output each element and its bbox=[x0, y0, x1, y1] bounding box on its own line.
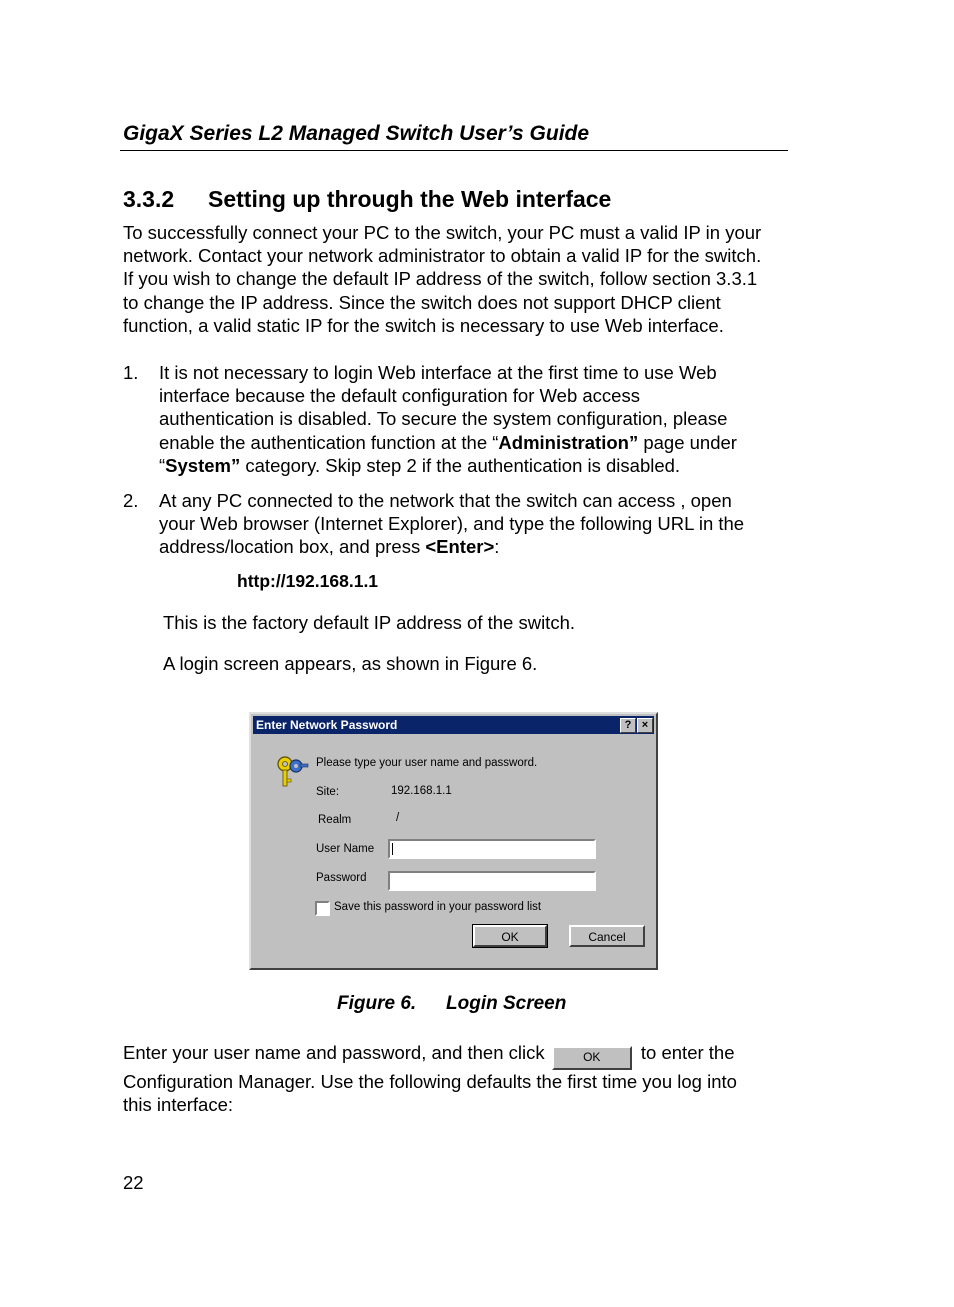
intro-paragraph bbox=[123, 221, 793, 337]
closing-text: Enter your user name and password, and then click bbox=[123, 1042, 545, 1063]
step-text: enable the authentication function at the “ bbox=[159, 431, 499, 453]
intro-line: network. Contact your network administrator to obtain a valid IP for the switch. bbox=[123, 245, 762, 267]
intro-line: To successfully connect your PC to the switch, your PC must a valid IP in your bbox=[123, 222, 762, 243]
realm-value: / bbox=[396, 812, 400, 824]
step-line bbox=[159, 535, 744, 558]
step-line: At any PC connected to the network that the switch can access , open bbox=[159, 490, 732, 511]
realm-label: Realm bbox=[318, 814, 352, 826]
save-password-label: Save this password in your password list bbox=[334, 901, 542, 913]
default-url: http://192.168.1.1 bbox=[237, 571, 379, 591]
header-rule bbox=[120, 150, 788, 151]
closing-paragraph bbox=[123, 1041, 803, 1116]
step-text: page under bbox=[638, 431, 737, 453]
section-title: Setting up through the Web interface bbox=[208, 186, 612, 212]
step-text: category. Skip step 2 if the authentication is disabled. bbox=[240, 454, 681, 476]
page-number: 22 bbox=[123, 1172, 144, 1193]
figure-caption bbox=[337, 993, 566, 1015]
closing-line: this interface: bbox=[123, 1094, 234, 1116]
inline-ok-button: OK bbox=[552, 1046, 632, 1070]
intro-line: function, a valid static IP for the switch is necessary to use Web interface. bbox=[123, 314, 724, 336]
cancel-button[interactable]: Cancel bbox=[569, 925, 645, 947]
step-line: It is not necessary to login Web interface at the first time to use Web bbox=[159, 362, 717, 383]
system-term: System” bbox=[165, 454, 241, 476]
step-number: 2. bbox=[123, 490, 139, 511]
site-value: 192.168.1.1 bbox=[391, 785, 452, 797]
password-label: Password bbox=[316, 872, 367, 884]
running-header: GigaX Series L2 Managed Switch User’s Guide bbox=[123, 122, 590, 145]
dialog-titlebar bbox=[253, 716, 654, 734]
section-heading bbox=[123, 186, 611, 213]
figure-title: Login Screen bbox=[446, 993, 567, 1014]
step-line bbox=[159, 431, 737, 454]
ok-button[interactable]: OK bbox=[473, 925, 547, 947]
step-line bbox=[159, 454, 737, 477]
step-line: interface because the default configuration for Web access bbox=[159, 385, 640, 407]
close-button[interactable]: × bbox=[637, 718, 653, 733]
site-label: Site: bbox=[316, 786, 340, 798]
step-line: your Web browser (Internet Explorer), and type the following URL in the bbox=[159, 513, 745, 535]
step-line: authentication is disabled. To secure the system configuration, please bbox=[159, 408, 728, 430]
username-field[interactable] bbox=[388, 839, 596, 859]
closing-line bbox=[123, 1041, 803, 1070]
figure-label: Figure 6. bbox=[337, 993, 417, 1014]
dialog-title: Enter Network Password bbox=[256, 718, 398, 732]
save-password-checkbox[interactable] bbox=[315, 901, 330, 916]
step-text: “ bbox=[159, 454, 166, 476]
help-button[interactable]: ? bbox=[620, 718, 636, 733]
enter-key-term: <Enter> bbox=[425, 536, 495, 558]
username-label: User Name bbox=[316, 843, 375, 855]
dialog-prompt: Please type your user name and password. bbox=[316, 757, 538, 769]
intro-line: to change the IP address. Since the switch does not support DHCP client bbox=[123, 291, 721, 313]
login-dialog bbox=[249, 712, 658, 970]
default-ip-note: This is the factory default IP address of the switch. bbox=[163, 612, 575, 633]
login-screen-note: A login screen appears, as shown in Figure 6. bbox=[163, 653, 538, 674]
step-text: : bbox=[494, 536, 500, 558]
password-field[interactable] bbox=[388, 871, 596, 891]
step-text: address/location box, and press bbox=[159, 536, 426, 558]
intro-line: If you wish to change the default IP address of the switch, follow section 3.3.1 bbox=[123, 268, 758, 290]
administration-term: Administration” bbox=[498, 431, 639, 453]
text-caret bbox=[392, 843, 393, 855]
section-number: 3.3.2 bbox=[123, 186, 175, 212]
step-number: 1. bbox=[123, 362, 139, 383]
keys-icon bbox=[275, 754, 309, 790]
closing-text: to enter the bbox=[640, 1042, 735, 1063]
closing-line: Configuration Manager. Use the following defaults the first time you log into bbox=[123, 1071, 737, 1092]
